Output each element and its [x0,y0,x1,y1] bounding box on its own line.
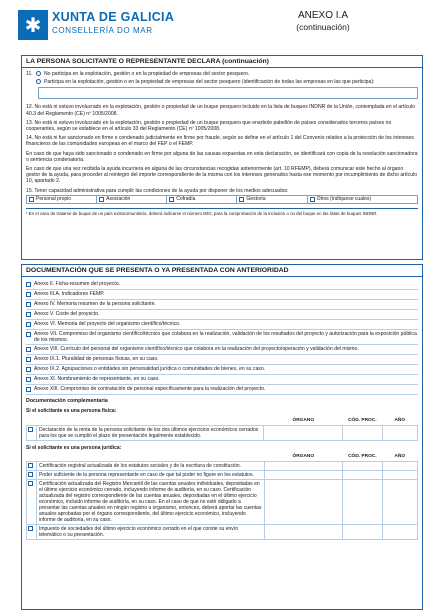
annex-heading [278,10,368,32]
document-checkbox[interactable] [26,302,31,307]
means-option[interactable]: Cofradía [167,196,237,203]
paragraph-15: 15. Tener capacidad administrativa para cumplir las condiciones de la ayuda por disponer de los medios adecuados: [26,187,289,194]
means-checkboxes [26,195,418,204]
document-item [26,300,418,310]
col-organo: ÓRGANO [292,454,315,460]
declaration-title: LA PERSONA SOLICITANTE O REPRESENTANTE DECLARA (continuación) [22,56,422,68]
document-checkbox[interactable] [26,347,31,352]
paragraph-12: 12. No está ni estuvo involucrado en la explotación, gestión o propiedad de un buque pesquero incluido en la lista de buques INDNR de la Unión, contemplada en el artículo 40.3 del Reglamento (CE) nº 1005/2008. [26,104,416,117]
col-organo: ÓRGANO [292,417,315,423]
document-label: Anexo V. Coste del proyecto. [34,311,100,317]
juridica-checkbox[interactable] [28,472,33,477]
document-checkbox[interactable] [26,357,31,362]
ano-field[interactable] [382,425,417,440]
document-item [26,280,418,290]
item11-radio-no[interactable] [36,71,41,76]
means-option-other[interactable]: Otros (indíquese cuales) [308,196,417,203]
document-item [26,345,418,355]
ano-field[interactable] [382,480,417,525]
juridica-row [27,525,418,540]
annex-title: ANEXO I.A [297,10,348,21]
checkbox[interactable] [169,197,174,202]
organo-field[interactable] [264,525,343,540]
paragraph-sanction: En caso de que haya sido sancionado o condenado en firme por alguna de las causas expuestas en esta declaración, se identificará con copia de la resolución sancionadora o sentencia condenatoria. [26,150,418,163]
documentation-title: DOCUMENTACIÓN QUE SE PRESENTA O YA PRESENTADA CON ANTERIORIDAD [22,265,422,277]
juridica-table [26,453,418,541]
means-option[interactable]: Gestoría [237,196,307,203]
document-item [26,375,418,385]
fisica-table [26,416,418,441]
document-checkbox[interactable] [26,387,31,392]
organo-field[interactable] [264,471,343,480]
col-cod-proc: CÓD. PROC. [348,417,377,423]
xunta-logo-icon: ✱ [18,10,48,40]
document-checkbox[interactable] [26,312,31,317]
organo-field[interactable] [264,480,343,525]
document-label: Anexo II. Ficha-resumen del proyecto. [34,281,121,287]
juridica-row [27,471,418,480]
document-item [26,310,418,320]
juridica-row [27,480,418,525]
juridica-description: Certificación actualizada del Registro Mercantil de las cuentas anuales individuales, depositadas en el último ejercicio económico cerrado, incluyendo informe de auditoría, en su caso. Certificación actualizada del registro correspondiente de las cuentas anuales, depositadas en el último ejercicio económico, incluido informe de auditoría, en su caso. En el caso de que no esté obligado a presentar las cuentas anuales en ningún registro u organismo, entonces, deberá aportar las cuentas anuales aprobadas por el órgano correspondiente, del último ejercicio económico, incluyendo informe de auditoría, en su caso. [36,480,264,525]
organo-field[interactable] [264,462,343,471]
juridica-checkbox[interactable] [28,463,33,468]
checkbox[interactable] [99,197,104,202]
document-label: Anexo VI. Memoria del proyecto del organismo científico/técnico. [34,321,181,327]
item11-option2-label: Participa en la explotación, gestión o en la propiedad de empresas del sector pesquero (identificación de todas las empresas en las que participa): [44,79,375,86]
ano-field[interactable] [382,462,417,471]
companies-input[interactable] [38,87,418,99]
documentation-section [21,264,423,610]
item11-radio-yes[interactable] [36,79,41,84]
organo-field[interactable] [264,425,343,440]
ano-field[interactable] [382,525,417,540]
cod-proc-field[interactable] [343,462,382,471]
cod-proc-field[interactable] [343,471,382,480]
document-label: Anexo VIII. Currículo del personal del organismo científico/técnico que colabora en la realización del proyecto/operación y validación del mismo. [34,346,359,353]
juridica-checkbox[interactable] [28,481,33,486]
brand-name: XUNTA DE GALICIA [52,10,175,24]
juridica-label: Si el solicitante es una persona jurídica: [26,444,122,451]
checkbox[interactable] [239,197,244,202]
means-option[interactable]: Personal propio [27,196,97,203]
document-checkbox[interactable] [26,367,31,372]
footnote: ¹ En el caso de tratarse de buque de un país extracomunitario, deberá indicarse el número IMO, para la comprobación de la inclusión o no del buque en las listas de buques INDNR. [26,208,418,216]
means-option[interactable]: Asociación [97,196,167,203]
page-header [18,8,428,46]
fisica-row [27,425,418,440]
document-list [26,280,418,395]
declaration-section [21,55,423,260]
document-label: Anexo IX.1. Pluralidad de personas físicas, en su caso. [34,356,159,363]
juridica-description: Impuesto de sociedades del último ejercicio económico cerrado en el que conste su envío telemático o su presentación. [36,525,264,540]
document-item [26,320,418,330]
document-label: Anexo IX.2. Agrupaciones o entidades sin personalidad jurídica o comunidades de bienes, en su caso. [34,366,266,373]
complementary-title: Documentación complementaria [26,398,108,405]
document-checkbox[interactable] [26,292,31,297]
item11-number: 11. [26,71,33,77]
item11-option1 [26,71,418,77]
document-item [26,330,418,345]
document-checkbox[interactable] [26,377,31,382]
document-item [26,365,418,375]
document-item [26,385,418,395]
document-item [26,355,418,365]
fisica-label: Si el solicitante es una persona física: [26,408,117,415]
document-label: Anexo VII. Compromiso del organismo científico/técnico que colabora en la realización, validación de los resultados del proyecto y autorización para la exposición pública de los mismos. [34,331,417,344]
fisica-checkbox[interactable] [28,427,33,432]
document-checkbox[interactable] [26,332,31,337]
juridica-row [27,462,418,471]
department-name: CONSELLERÍA DO MAR [52,26,153,35]
document-checkbox[interactable] [26,282,31,287]
document-label: Anexo III.A. Indicadores FEMP. [34,291,105,297]
document-label: Anexo XIII. Compromiso de contratación de personal específicamente para la realización del proyecto. [34,386,266,393]
checkbox[interactable] [310,197,315,202]
paragraph-reintegro: En caso de que una vez recibida la ayuda incurriera en alguna de las circunstancias recogidas anteriormente (art. 10 RFEMP), deberá comunicar este hecho al órgano gestor de la ayuda, para proceder al reintegro del importe correspondiente de la misma con los intereses generados hasta ese momento por incumplimiento de dicho artículo 10, apartado 2. [26,166,418,185]
col-ano: AÑO [394,454,406,460]
checkbox[interactable] [29,197,34,202]
fisica-description: Declaración de la renta de la persona solicitante de los dos últimos ejercicios económicos cerrados para los que se cumplió el plazo de presentación legalmente establecido. [36,425,263,440]
cod-proc-field[interactable] [343,480,382,525]
ano-field[interactable] [382,471,417,480]
item11-option2 [26,79,418,85]
cod-proc-field[interactable] [343,525,382,540]
col-cod-proc: CÓD. PROC. [348,454,377,460]
paragraph-13: 13. No está ni estuvo involucrado en la explotación, gestión o propiedad de un buque pesquero que enarbole pabellón de países considerados terceros países no cooperantes, según se establece en el artículo 33 del Reglamento (CE) nº 1005/2008. [26,119,392,133]
paragraph-14: 14. No está ni fue sancionado en firme o condenado judicialmente en firme por fraude, según se define en el artículo 1 del Convenio relativo a la protección de los intereses financieros de las comunidades europeas en el marco del FEP o el FEMP. [26,135,414,148]
item11-option1-label: No participa en la explotación, gestión o en la propiedad de empresas del sector pesquero. [44,71,250,77]
juridica-description: Certificación registral actualizada de los estatutos sociales y de la escritura de constitución. [36,462,264,471]
document-label: Anexo XI. Nombramiento de representante, en su caso. [34,376,160,383]
annex-subtitle: (continuación) [296,22,350,32]
cod-proc-field[interactable] [343,425,382,440]
document-label: Anexo IV. Memoria resumen de la persona solicitante. [34,301,156,307]
document-item [26,290,418,300]
juridica-description: Poder suficiente de la persona representante en caso de que tal poder no figure en los estatutos. [36,471,264,480]
document-checkbox[interactable] [26,322,31,327]
juridica-checkbox[interactable] [28,526,33,531]
col-ano: AÑO [394,417,406,423]
